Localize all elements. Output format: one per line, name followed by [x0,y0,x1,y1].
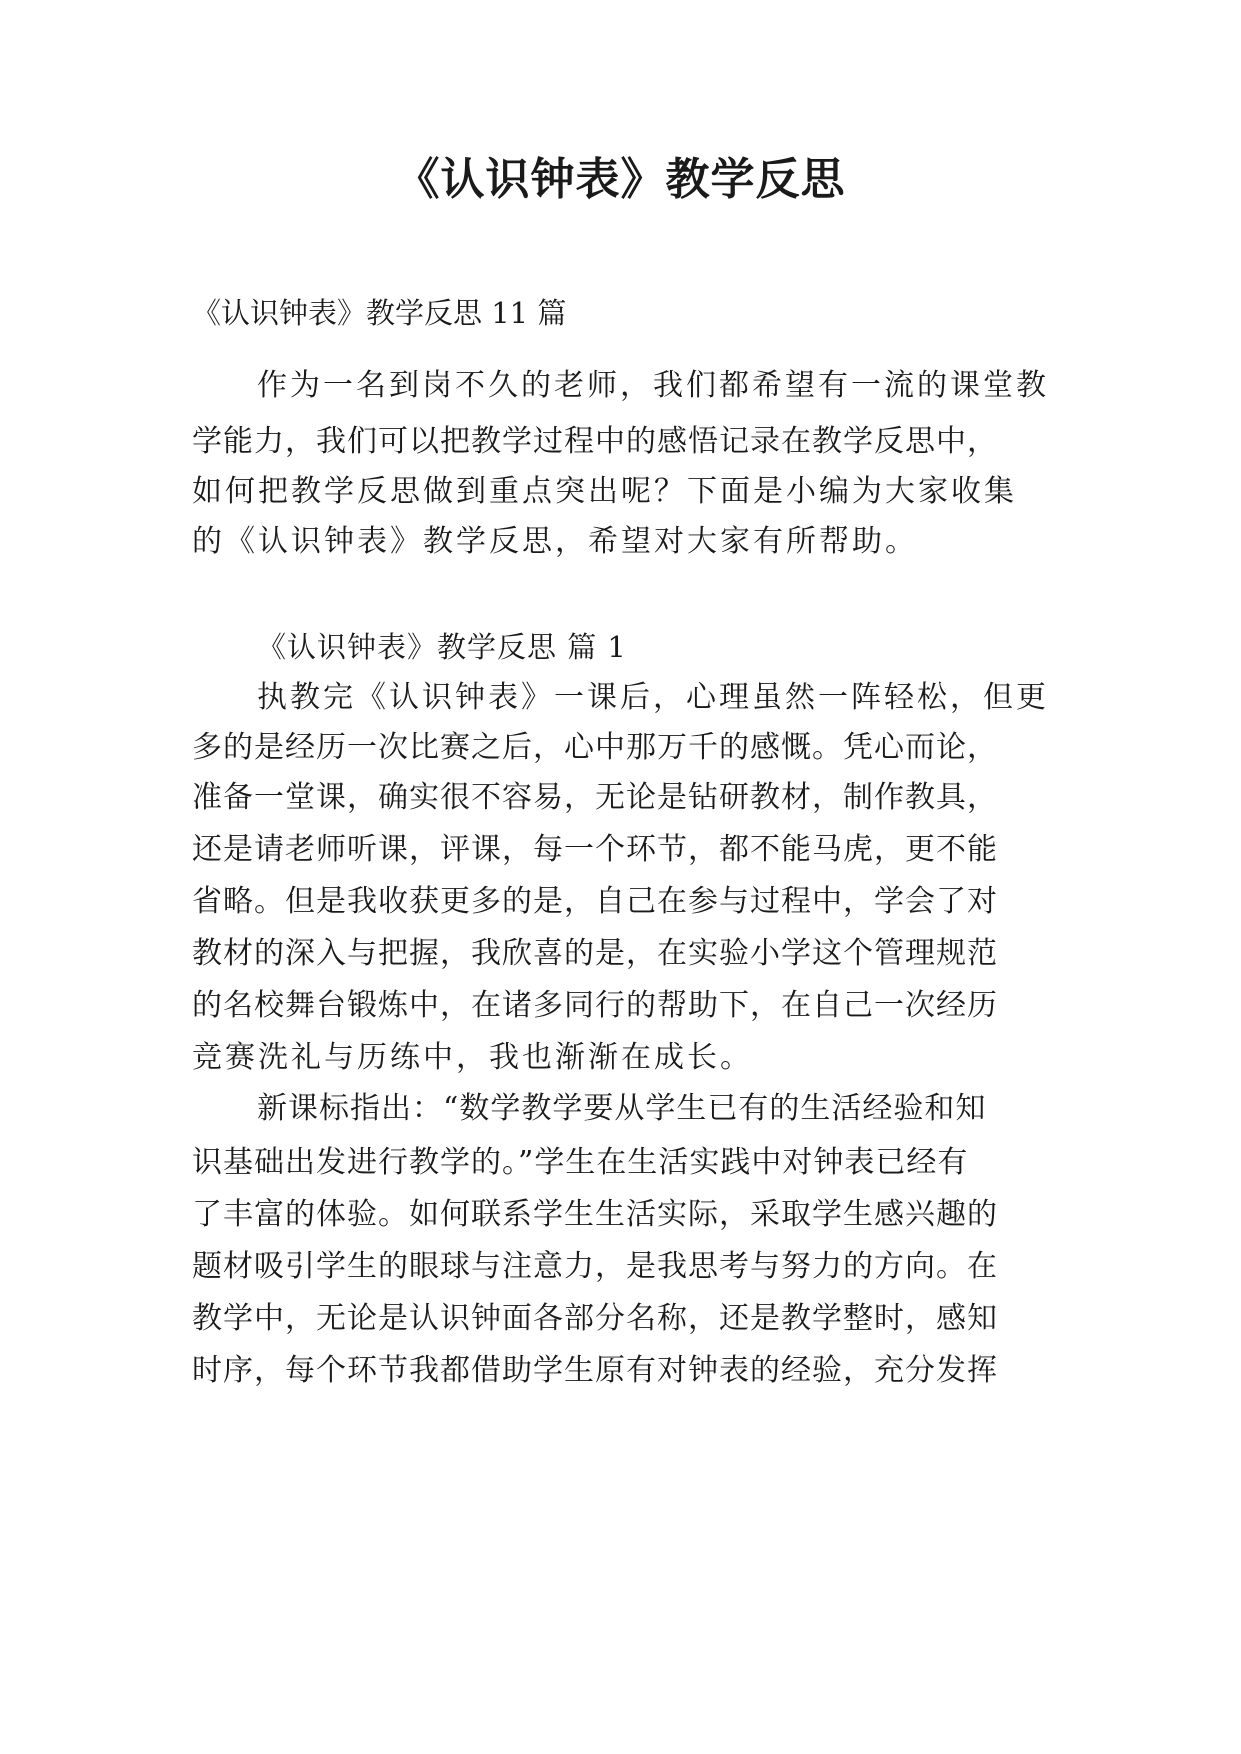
paragraph-line: 的《认识钟表》教学反思，希望对大家有所帮助。 [192,524,918,559]
paragraph-line: 如何把教学反思做到重点突出呢？下面是小编为大家收集 [192,474,1017,509]
paragraph-line: 执教完《认识钟表》一课后，心理虽然一阵轻松，但更 [257,680,1049,715]
paragraph-line: 新课标指出：“数学教学要从学生已有的生活经验和知 [257,1091,987,1126]
paragraph-line: 省略。但是我收获更多的是，自己在参与过程中，学会了对 [192,884,998,919]
section-heading: 《认识钟表》教学反思 篇 1 [257,630,627,664]
paragraph-line: 学能力，我们可以把教学过程中的感悟记录在教学反思中， [192,424,998,459]
paragraph-line: 时序，每个环节我都借助学生原有对钟表的经验，充分发挥 [192,1353,998,1388]
paragraph-line: 还是请老师听课，评课，每一个环节，都不能马虎，更不能 [192,832,998,867]
paragraph-line: 识基础出发进行教学的。”学生在生活实践中对钟表已经有 [192,1145,969,1180]
paragraph-line: 题材吸引学生的眼球与注意力，是我思考与努力的方向。在 [192,1249,998,1284]
document-subtitle: 《认识钟表》教学反思 11 篇 [192,296,567,330]
paragraph-line: 教学中，无论是认识钟面各部分名称，还是教学整时，感知 [192,1301,998,1336]
paragraph-line: 了丰富的体验。如何联系学生生活实际，采取学生感兴趣的 [192,1197,998,1232]
document-title: 《认识钟表》教学反思 [395,154,846,205]
paragraph-line: 准备一堂课，确实很不容易，无论是钻研教材，制作教具， [192,780,998,815]
paragraph-line: 作为一名到岗不久的老师，我们都希望有一流的课堂教 [257,368,1049,403]
paragraph-line: 多的是经历一次比赛之后，心中那万千的感慨。凭心而论， [192,730,998,765]
paragraph-line: 竞赛洗礼与历练中，我也渐渐在成长。 [192,1040,753,1075]
paragraph-line: 的名校舞台锻炼中，在诸多同行的帮助下，在自己一次经历 [192,988,998,1023]
paragraph-line: 教材的深入与把握，我欣喜的是，在实验小学这个管理规范 [192,936,998,971]
